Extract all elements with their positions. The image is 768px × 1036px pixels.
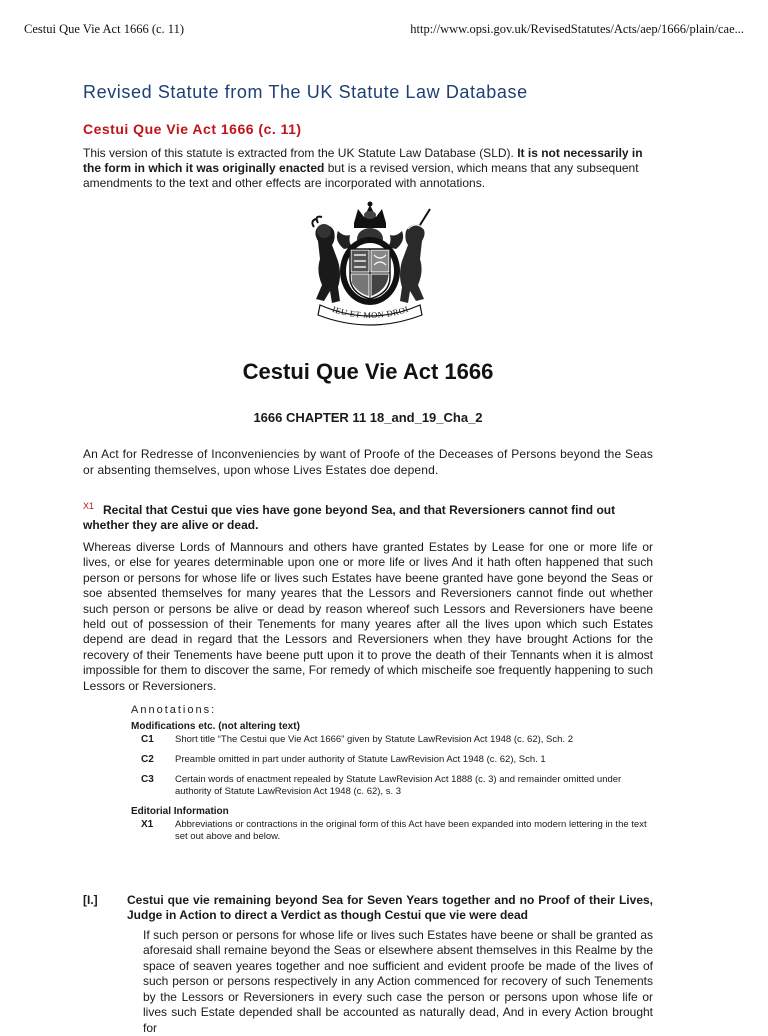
document-content [83,82,653,1036]
print-header-url[interactable]: http://www.opsi.gov.uk/RevisedStatutes/Acts/aep/1666/plain/cae... [410,22,744,36]
annotations-block [131,704,653,843]
crest-motto: IEU ET MON DROI [331,303,410,321]
intro-part1: This version of this statute is extracted from the UK Statute Law Database (SLD). [83,146,518,160]
recital-heading [83,503,653,533]
act-red-title: Cestui Que Vie Act 1666 (c. 11) [83,121,302,137]
print-header-title: Cestui Que Vie Act 1666 (c. 11) [24,22,184,36]
recital-body: Whereas diverse Lords of Mannours and others have granted Estates by Lease for one or more life or lives, or else for yeares determinable upon one or more life or lives And it hath often happened that such person or persons for whose life or lives such Estates have beene granted have gone beyond the Seas or soe absented themselves for many yeares that the Lessors and Reversioners cannot finde out whether such person or persons be alive or dead by reason whereof such Lessors and Reversioners have beene held out of possession of their Tenements for many yeares after all the lives upon which such Estates depend are dead in regard that the Lessors and Reversioners when they have brought Actions for the recovery of their Tenements have beene putt upon it to prove the death of their Tennants when it is almost impossible for them to discover the same, For remedy of which mischeife soe frequently happening to such Lessors or Reversioners. [83,540,653,693]
annotation-code: C3 [141,774,154,786]
intro-paragraph [83,146,653,191]
crest-icon [304,201,436,331]
act-title: Cestui Que Vie Act 1666 [242,359,494,384]
chapter-number: 1666 CHAPTER 11 18_and_19_Cha_2 [253,410,483,425]
recital-heading-text: Recital that Cestui que vies have gone beyond Sea, and that Reversioners cannot find out whether they are alive or dead. [83,503,616,532]
editorial-heading: Editorial Information [131,806,229,818]
long-title: An Act for Redresse of Inconveniencies by want of Proofe of the Deceases of Persons beyond the Seas or absenting themselves, upon whose Lives Estates doe depend. [83,447,653,477]
annotation-text: Short title “The Cestui que Vie Act 1666” given by Statute LawRevision Act 1948 (c. 62), Sch. 2 [175,734,573,746]
annotation-row [131,754,653,766]
intro-bold: It is not necessarily in the form in which it was originally enacted [83,146,643,175]
section-1-heading-text: Cestui que vie remaining beyond Sea for Seven Years together and no Proof of their Lives, Judge in Action to direct a Verdict as though Cestui que vie were dead [127,893,653,923]
annotations-label: Annotations: [131,704,217,717]
section-1-heading [83,893,653,923]
print-header [24,22,744,38]
sld-title: Revised Statute from The UK Statute Law Database [83,82,528,102]
intro-part2: but is a revised version, which means that any subsequent amendments to the text and other effects are incorporated with annotations. [83,161,639,190]
annotation-code: C1 [141,734,154,746]
section-1-number: [I.] [83,893,98,908]
recital-marker[interactable]: X1 [83,501,95,511]
royal-coat-of-arms [304,201,436,331]
annotation-text: Certain words of enactment repealed by Statute LawRevision Act 1888 (c. 3) and remainder omitted under authority of Statute LawRevision Act 1948 (c. 62), s. 3 [175,774,622,798]
annotation-text: Abbreviations or contractions in the original form of this Act have been expanded into modern lettering in the text set out above and below. [175,819,647,843]
annotation-row [131,819,653,843]
annotation-row [131,774,653,798]
annotation-row [131,734,653,746]
annotation-code: X1 [141,819,154,831]
modifications-heading: Modifications etc. (not altering text) [131,721,300,733]
annotation-text: Preamble omitted in part under authority of Statute LawRevision Act 1948 (c. 62), Sch. 1 [175,754,546,766]
section-1-body: If such person or persons for whose life or lives such Estates have beene or shall be granted as aforesaid shall remaine beyond the Seas or elsewhere absent themselves in this Realme by the space of seaven yeares together and noe sufficient and evident proofe be made of the lives of such person or persons respectively in any Action commenced for recovery of such Tenements by the Lessors or Reversioners in every such case the person or persons upon whose life or lives such Estate depended shall be accounted as naturally dead, And in every Action brought for [143,928,653,1035]
annotation-code: C2 [141,754,154,766]
